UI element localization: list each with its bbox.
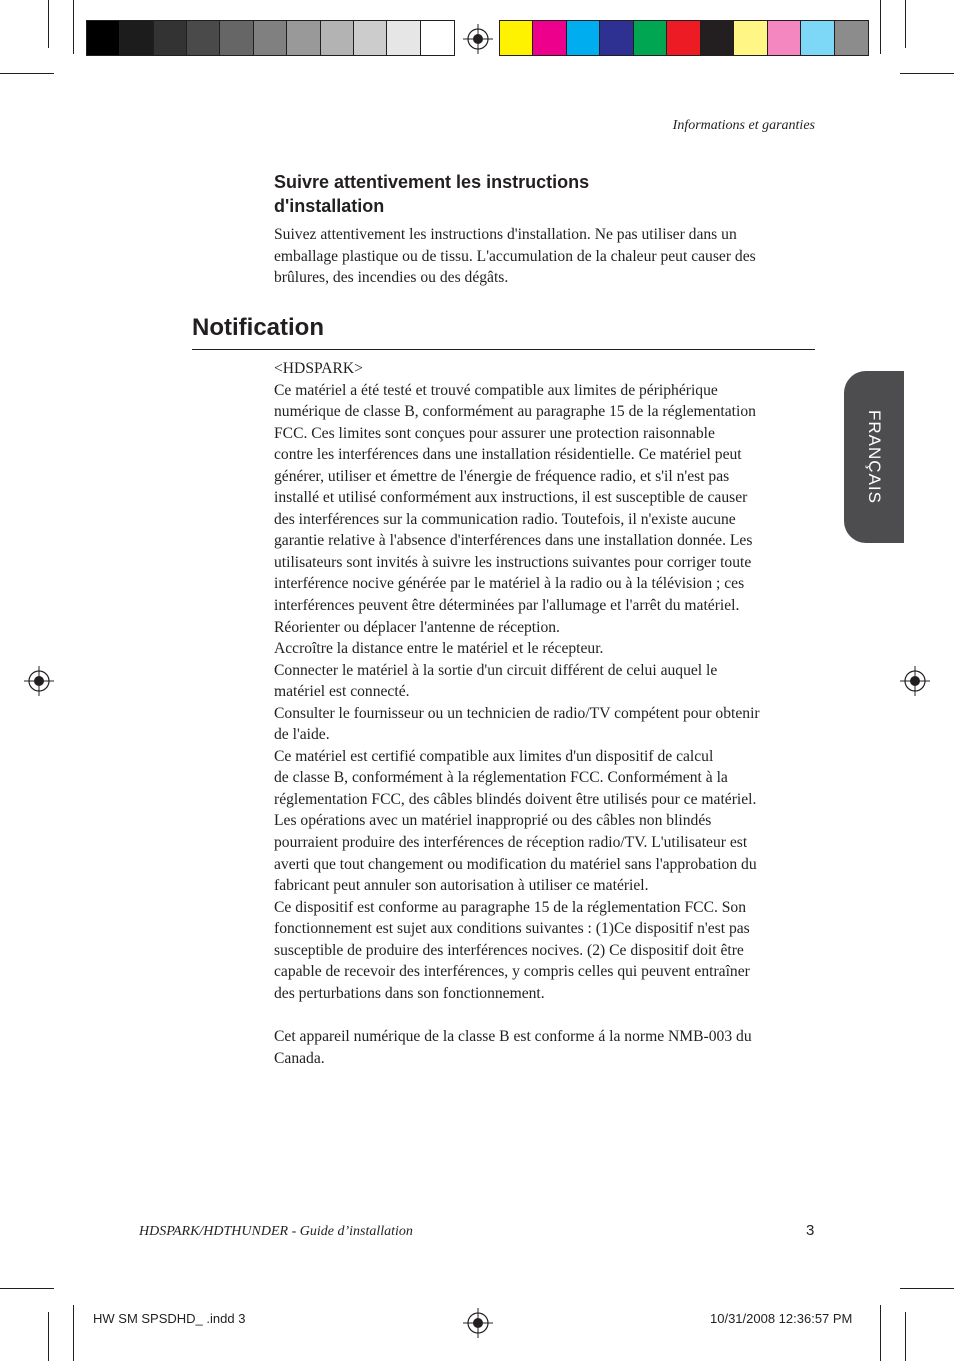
language-tab	[844, 371, 904, 543]
notification-line: Les opérations avec un matériel inapproprié ou des câbles non blindés	[274, 812, 712, 830]
install-heading	[274, 170, 714, 218]
notification-line: Cet appareil numérique de la classe B est conforme á la norme NMB-003 du	[274, 1027, 752, 1045]
color-swatch	[835, 21, 868, 55]
notification-line: Consulter le fournisseur ou un technicien de radio/TV compétent pour obtenir	[274, 704, 760, 722]
crop-mark	[900, 73, 954, 74]
color-swatch	[321, 21, 354, 55]
color-swatch	[667, 21, 700, 55]
notification-line: <HDSPARK>	[274, 360, 363, 377]
color-swatch	[701, 21, 734, 55]
notification-line: des interférences sur la communication radio. Toutefois, il n'existe aucune	[274, 510, 736, 528]
color-swatch	[768, 21, 801, 55]
notification-line: interférences peuvent être déterminées par l'allumage et l'arrêt du matériel.	[274, 597, 740, 615]
crop-mark	[73, 0, 74, 54]
process-color-bar	[499, 20, 869, 56]
color-swatch	[421, 21, 454, 55]
registration-mark-icon	[24, 666, 54, 696]
notification-line: interférence nocive générée par le matériel à la radio ou à la télévision ; ces	[274, 575, 745, 593]
color-swatch	[801, 21, 834, 55]
notification-line: Connecter le matériel à la sortie d'un circuit différent de celui auquel le	[274, 661, 718, 679]
install-body	[274, 224, 819, 289]
page-number: 3	[806, 1222, 815, 1239]
color-swatch	[220, 21, 253, 55]
body-line: brûlures, des incendies ou des dégâts.	[274, 269, 509, 287]
color-swatch	[500, 21, 533, 55]
language-tab-label: FRANÇAIS	[865, 410, 884, 504]
body-line: Suivez attentivement les instructions d'installation. Ne pas utiliser dans un	[274, 226, 737, 243]
install-heading-line: d'installation	[274, 196, 385, 216]
notification-line	[274, 1004, 819, 1026]
body-line: emballage plastique ou de tissu. L'accumulation de la chaleur peut causer des	[274, 247, 756, 265]
crop-mark	[48, 1312, 49, 1361]
crop-mark	[880, 1305, 881, 1361]
notification-line: capable de recevoir des interférences, y compris celles qui peuvent entraîner	[274, 963, 750, 981]
notification-line: susceptible de produire des interférences nocives. (2) Ce dispositif doit être	[274, 941, 744, 959]
notification-line: utilisateurs sont invités à suivre les instructions suivantes pour corriger toute	[274, 553, 752, 571]
notification-line: contre les interférences dans une installation résidentielle. Ce matériel peut	[274, 446, 742, 464]
notification-line: installé et utilisé conformément aux instructions, il est susceptible de causer	[274, 489, 748, 507]
color-swatch	[734, 21, 767, 55]
crop-mark	[880, 0, 881, 54]
crop-mark	[905, 1312, 906, 1361]
notification-line: des perturbations dans son fonctionnement.	[274, 984, 545, 1002]
notification-line: averti que tout changement ou modification du matériel sans l'approbation du	[274, 855, 757, 873]
notification-line: matériel est connecté.	[274, 683, 410, 701]
notification-body	[274, 358, 819, 1069]
color-swatch	[187, 21, 220, 55]
notification-line: fabricant peut annuler son autorisation à utiliser ce matériel.	[274, 877, 649, 895]
notification-line: pourraient produire des interférences de réception radio/TV. L'utilisateur est	[274, 834, 748, 852]
crop-mark	[900, 1288, 954, 1289]
gray-color-bar	[86, 20, 455, 56]
notification-line: Accroître la distance entre le matériel et le récepteur.	[274, 640, 604, 658]
section-title: Notification	[192, 314, 324, 341]
color-swatch	[87, 21, 120, 55]
notification-line: réglementation FCC, des câbles blindés doivent être utilisés pour ce matériel.	[274, 790, 757, 808]
notification-line: Ce matériel a été testé et trouvé compatible aux limites de périphérique	[274, 381, 718, 399]
section-divider	[192, 349, 815, 350]
slug-filename: HW SM SPSDHD_ .indd 3	[93, 1311, 246, 1326]
notification-line: Ce dispositif est conforme au paragraphe 15 de la réglementation FCC. Son	[274, 898, 747, 916]
crop-mark	[0, 1288, 54, 1289]
slug-timestamp: 10/31/2008 12:36:57 PM	[710, 1311, 853, 1326]
color-swatch	[600, 21, 633, 55]
notification-line: garantie relative à l'absence d'interférences dans une installation donnée. Les	[274, 532, 753, 550]
notification-line: Ce matériel est certifié compatible aux limites d'un dispositif de calcul	[274, 747, 714, 765]
notification-line: Réorienter ou déplacer l'antenne de réception.	[274, 618, 560, 636]
color-swatch	[354, 21, 387, 55]
crop-mark	[73, 1305, 74, 1361]
registration-mark-icon	[900, 666, 930, 696]
footer-title: HDSPARK/HDTHUNDER - Guide d’installation	[139, 1224, 413, 1239]
notification-line: de l'aide.	[274, 726, 330, 744]
notification-line: numérique de classe B, conformément au paragraphe 15 de la réglementation	[274, 403, 756, 421]
notification-line: fonctionnement est sujet aux conditions suivantes : (1)Ce dispositif n'est pas	[274, 920, 750, 938]
notification-line: Canada.	[274, 1049, 325, 1067]
color-swatch	[634, 21, 667, 55]
notification-line: FCC. Ces limites sont conçues pour assurer une protection raisonnable	[274, 424, 715, 442]
registration-mark-icon	[463, 24, 493, 54]
install-heading-line: Suivre attentivement les instructions	[274, 172, 590, 192]
notification-line: générer, utiliser et émettre de l'énergie de fréquence radio, et s'il n'est pas	[274, 467, 730, 485]
color-swatch	[387, 21, 420, 55]
color-swatch	[154, 21, 187, 55]
color-swatch	[254, 21, 287, 55]
crop-mark	[0, 73, 54, 74]
color-swatch	[533, 21, 566, 55]
notification-line: de classe B, conformément à la réglementation FCC. Conformément à la	[274, 769, 728, 787]
color-swatch	[120, 21, 153, 55]
crop-mark	[905, 0, 906, 48]
registration-mark-icon	[463, 1308, 493, 1338]
color-swatch	[287, 21, 320, 55]
running-head: Informations et garanties	[672, 118, 815, 133]
color-swatch	[567, 21, 600, 55]
crop-mark	[48, 0, 49, 48]
